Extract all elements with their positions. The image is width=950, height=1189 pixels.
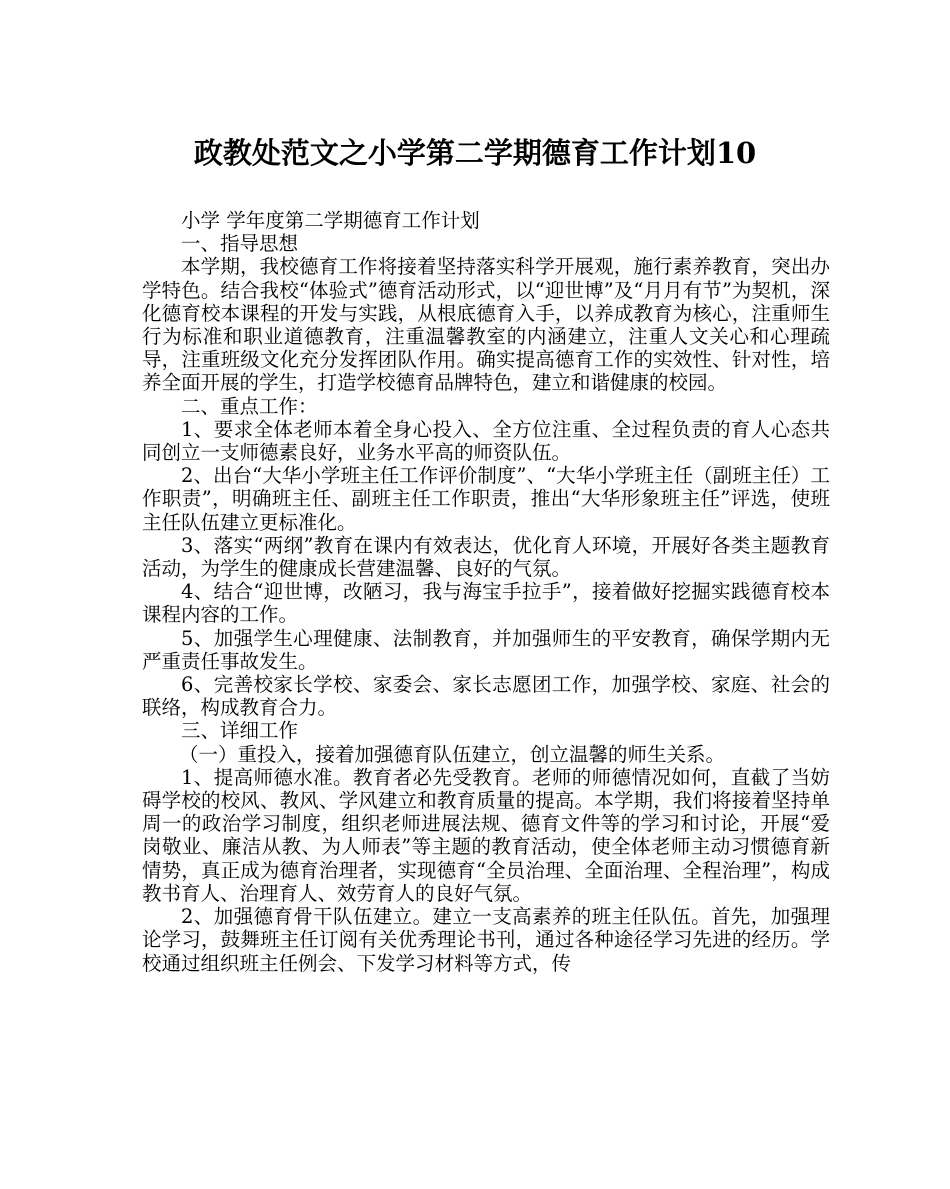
- key-work-item-5: 5、加强学生心理健康、法制教育，并加强师生的平安教育，确保学期内无严重责任事故发生。: [142, 626, 830, 673]
- section-heading-key-work: 二、重点工作：: [181, 394, 318, 418]
- document-body: [142, 209, 830, 975]
- subsection-heading-1: （一）重投入，接着加强德育队伍建立，创立温馨的师生关系。: [179, 742, 726, 766]
- key-work-item-4: 4、结合“迎世博，改陋习，我与海宝手拉手”，接着做好挖掘实践德育校本课程内容的工作。: [142, 580, 830, 627]
- key-work-item-1: 1、要求全体老师本着全身心投入、全方位注重、全过程负责的育人心态共同创立一支师德素良好，业务水平高的师资队伍。: [142, 417, 830, 465]
- section-heading-guiding-ideology: 一、指导思想: [181, 232, 299, 256]
- detailed-work-item-2: 2、加强德育骨干队伍建立。建立一支高素养的班主任队伍。首先，加强理论学习，鼓舞班主任订阅有关优秀理论书刊，通过各种途径学习先进的经历。学校通过组织班主任例会、下发学习材料等方式，传: [142, 905, 830, 975]
- document-title: 政教处范文之小学第二学期德育工作计划10: [193, 136, 757, 170]
- key-work-item-6: 6、完善校家长学校、家委会、家长志愿团工作，加强学校、家庭、社会的联络，构成教育合力。: [142, 673, 830, 720]
- key-work-item-3: 3、落实“两纲”教育在课内有效表达，优化育人环境，开展好各类主题教育活动，为学生的健康成长营建温馨、良好的气氛。: [142, 533, 830, 581]
- paragraph-guiding-ideology: 本学期，我校德育工作将接着坚持落实科学开展观，施行素养教育，突出办学特色。结合我校“体验式”德育活动形式，以“迎世博”及“月月有节”为契机，深化德育校本课程的开发与实践，从根底德育入手，以养成教育为核心，注重师生行为标准和职业道德教育，注重温馨教室的内涵建立，注重人文关心和心理疏导，注重班级文化充分发挥团队作用。确实提高德育工作的实效性、针对性，培养全面开展的学生，打造学校德育品牌特色，建立和谐健康的校园。: [142, 255, 830, 395]
- subtitle-line: 小学 学年度第二学期德育工作计划: [181, 209, 480, 232]
- key-work-item-2: 2、出台“大华小学班主任工作评价制度”、“大华小学班主任（副班主任）工作职责”，明确班主任、副班主任工作职责，推出“大华形象班主任”评选，使班主任队伍建立更标准化。: [142, 464, 830, 534]
- section-heading-detailed-work: 三、详细工作: [181, 719, 299, 743]
- detailed-work-item-1: 1、提高师德水准。教育者必先受教育。老师的师德情况如何，直截了当妨碍学校的校风、教风、学风建立和教育质量的提高。本学期，我们将接着坚持单周一的政治学习制度，组织老师进展法规、德育文件等的学习和讨论，开展“爱岗敬业、廉洁从教、为人师表”等主题的教育活动，使全体老师主动习惯德育新情势，真正成为德育治理者，实现德育“全员治理、全面治理、全程治理”，构成教书育人、治理育人、效劳育人的良好气氛。: [142, 765, 830, 905]
